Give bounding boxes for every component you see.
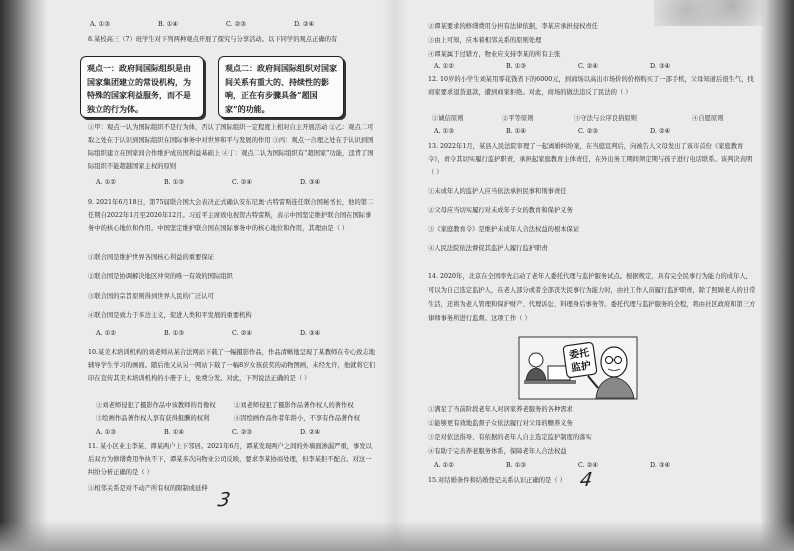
cartoon-sign-text-1: 委托 [568, 347, 590, 362]
q13-item-3: ③《家庭教育令》是维护未成年人合法权益的根本保证 [428, 226, 580, 233]
option-b: B. ①④ [506, 128, 526, 135]
option-b: B. ①④ [164, 429, 184, 436]
q9-item-4: ④联合国是致力于多边主义，促进人类和平发展的重要机构 [88, 312, 252, 319]
q11-item-2: ②谭某要求的修缮费用分担有法律依据，李某应承担侵权责任 [428, 23, 599, 30]
option-b: B. ①④ [158, 21, 178, 28]
q8-statements: ①甲：观点一认为国际组织不是行为体，否认了国际组织一定程度上相对自主开展活动 ②乙：观点二可取之处在于认识到国际组织在国际事务中对世界和平与发展的作用 ③丙：观点一合理之处在于认识到国际组织建立在国家间合作维护成员国利益基础上 ④丁：观点二认为国际组织有“超国家”功能，违背了国际组织不能超越国家主权的原则 [88, 124, 374, 170]
q14-item-1: ①满足了当前阶段老年人对居家养老服务的各种需求 [428, 406, 573, 413]
q14-item-2: ②能够更有效地监督子女依法履行对父母的赡养义务 [428, 420, 573, 427]
q12-stem: 12. 10岁的小学生刘某用零花钱省下的6000元，到商场以高出市场价的价格购买了一部手机，父母知道后很生气，找商家要求退货退款，遭到商家拒绝。对此，商场的做法违反了民法的（ ） [428, 76, 754, 96]
option-d: D. ③④ [650, 63, 671, 70]
option-a: A. ①③ [434, 128, 454, 135]
cartoon-desk [524, 380, 576, 384]
option-d: D. ②④ [294, 21, 315, 28]
q12-item-1: ①诚信原则 [432, 115, 464, 122]
q14-item-4: ④有助于完善养老服务体系，保障老年人合法权益 [428, 448, 567, 455]
q10-item-3: ③绘画作品著作权人享有获得报酬的权利 [96, 415, 210, 422]
q12-item-4: ④自愿原则 [692, 115, 724, 122]
page-gutter [382, 0, 408, 551]
option-a: A. ①② [434, 462, 454, 469]
q12-item-2: ②平等原则 [502, 115, 534, 122]
q11-item-1: ①相邻关系是对不动产所有权的限制或延伸 [88, 485, 208, 492]
q14-item-3: ③是对依法指导、有依据的老年人自主选定监护制度的落实 [428, 434, 592, 441]
option-d: D. ②④ [300, 429, 321, 436]
option-a: A. ①③ [90, 21, 110, 28]
q8-stem: 8.某校高三（7）班学生对下列两种观点开展了探究与分享活动。以下同学的观点正确的有 [88, 36, 338, 43]
option-b: B. ①③ [506, 63, 526, 70]
option-c: C. ②③ [232, 429, 252, 436]
q13-item-1: ①未成年人的监护人应当依法承担民事和刑事责任 [428, 188, 567, 195]
q14-stem: 14. 2020年，北京在全国率先启动了老年人委托代理与监护服务试点。根据规定，具有完全民事行为能力的成年人，可以为自己选定监护人，在老人部分或者全部丧失民事行为能力时，由社工作人员履行监护职责，除了照顾老人的日常生活，还将为老人管理和保护财产、代理诉讼、料理身后事务等。委托代理与监护服务的全程，将由社区政府和第三方律师事务所进行监督。这项工作（ ） [428, 273, 756, 322]
q12-item-3: ③守法与公序良俗原则 [574, 115, 637, 122]
q9-item-3: ③联合国的宗旨原则得到世界人民的广泛认可 [88, 293, 214, 300]
option-a: A. ①② [434, 63, 454, 70]
scan-shadow-left [0, 0, 48, 551]
q10-options [96, 428, 368, 438]
option-d: D. ③④ [650, 462, 671, 469]
option-c: C. ②④ [232, 179, 252, 186]
q14-options [434, 461, 722, 471]
scan-shadow-right [760, 0, 794, 551]
q9-item-2: ②联合国是协调解决地区冲突的唯一有效的国际组织 [88, 273, 233, 280]
option-c: C. ②④ [578, 63, 598, 70]
option-a: A. ①③ [96, 429, 116, 436]
q13-item-2: ②父母应当切实履行对未成年子女的教育和保护义务 [428, 207, 573, 214]
q13-item-4: ④人民法院依法督促其监护人履行监护职责 [428, 245, 548, 252]
q11-options [434, 62, 722, 72]
option-b: B. ①③ [164, 330, 184, 337]
q11-item-4: ④谭某属于过错方，物业应支持李某的所有主张 [428, 51, 561, 58]
q11-item-3: ③由上可知，应本着相邻关系的原则处理 [428, 37, 542, 44]
option-d: D. ②④ [650, 128, 671, 135]
q13-stem: 13. 2022年1月，某县人民法院审理了一起离婚纠纷案，在当庭宣判后，向被告人父母发出了该市首份《家庭教育令》，责令其切实履行监护职责，承担起家庭教育主体责任，在外出务工期间须定期与孩子进行电话联系。该判决表明（ ） [428, 143, 753, 176]
option-a: A. ①② [96, 330, 116, 337]
q8-options [96, 178, 368, 188]
page-number: 3 [216, 488, 232, 512]
option-b: B. ①③ [506, 462, 526, 469]
option-d: D. ③④ [300, 330, 321, 337]
q8-view1-box: 观点一：政府间国际组织是由国家集团建立的常设机构，为特殊的国家利益服务，而不是独立的行为体。 [80, 56, 204, 118]
q9-stem: 9. 2021年6月18日，第75届联合国大会表决正式确认安东尼奥·古特雷斯连任联合国秘书长，他的第二任期自2022年1月至2026年12月。习近平主席致电祝贺古特雷斯，表示中国坚定维护联合国在国际事务中的核心地位和作用。中国坚定维护联合国在国际事务中的核心地位和作用，其理由是（ ） [88, 199, 374, 232]
cartoon-elder-head [601, 347, 627, 377]
q8-view2-box: 观点二：政府间国际组织对国家间关系有重大的、持续性的影响，正在有步骤具备“超国家”的功能。 [218, 56, 344, 118]
scan-shadow-bottom [0, 521, 794, 551]
option-b: B. ①③ [164, 179, 184, 186]
option-a: A. ①② [96, 179, 116, 186]
option-c: C. ②③ [226, 21, 246, 28]
option-c: C. ②④ [578, 462, 598, 469]
cartoon-sign-text-2: 监护 [570, 360, 592, 375]
option-c: C. ②③ [578, 128, 598, 135]
q10-item-2: ②刘老师侵犯了摄影作品著作权人的著作权 [234, 402, 354, 409]
option-c: C. ②④ [232, 330, 252, 337]
q12-options [434, 127, 722, 137]
option-d: D. ③④ [300, 179, 321, 186]
q10-item-1: ①刘老师侵犯了摄影作品中该教师的肖像权 [96, 402, 216, 409]
q7-options [90, 20, 362, 30]
q10-stem: 10.某美术培训机构的刘老师从某合法网站下载了一幅摄影作品，作品清晰地呈现了某教师在专心致志地辅导学生学习的画面。随后他又从另一网站下载了一幅8岁女孩获奖的动物图画，未经允许，他就将它们印在宣传其美术培训机构的小册子上，免费分发。对此，下列说法正确的是（ ） [88, 349, 376, 382]
cartoon-sign [563, 342, 597, 378]
cartoon-worker-head [529, 353, 543, 367]
q10-item-4: ④因绘画作品作者年龄小，不享有作品著作权 [234, 415, 360, 422]
q9-item-1: ①联合国是维护世界各国核心利益的重要保证 [88, 254, 214, 261]
q15-stem: 15.对结婚条件和结婚登记关系认识正确的是（ ） [428, 477, 566, 484]
q11-stem: 11. 某小区业主李某、谭某两户上下邻居。2021年6月，谭某发现两户之间的外墙面渗漏严重，事发以后双方为修缮费用争执不下，谭某多次向物业公司反映，要求李某协商处理，但李某拒不配合。对这一纠纷分析正确的是（ ） [88, 443, 372, 476]
q9-options [96, 329, 368, 339]
q14-cartoon [518, 336, 638, 400]
page-number: 4 [578, 468, 594, 492]
